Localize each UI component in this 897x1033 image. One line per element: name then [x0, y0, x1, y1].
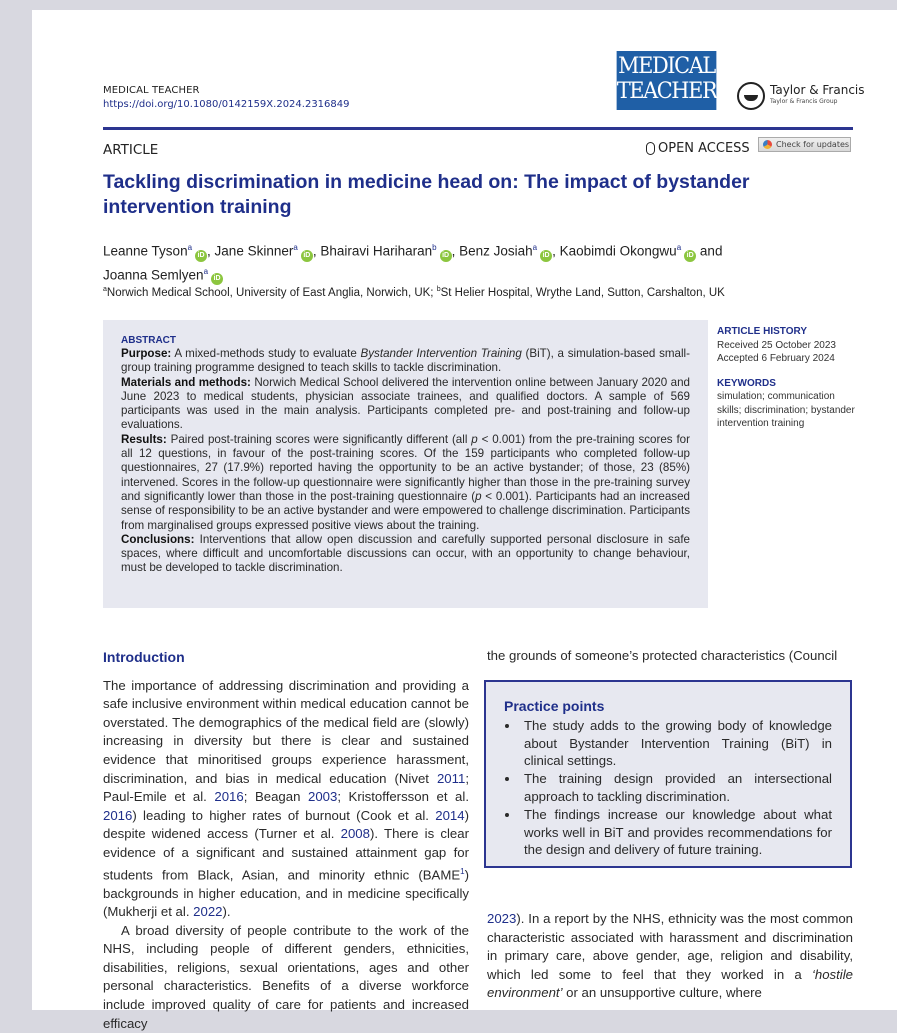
- orcid-icon[interactable]: iD: [440, 250, 452, 262]
- practice-points-box: [484, 680, 852, 868]
- publisher-group: Taylor & Francis Group: [770, 98, 838, 105]
- author-joiner: and: [699, 243, 723, 259]
- author-name: Benz Josiah: [459, 243, 533, 259]
- citation-link[interactable]: 2008: [340, 826, 370, 842]
- author-name: Leanne Tyson: [103, 243, 188, 259]
- practice-points-title: Practice points: [504, 698, 605, 714]
- results-text: Paired post-training scores were significantly different (all: [170, 432, 472, 446]
- history-heading: ARTICLE HISTORY: [717, 326, 808, 337]
- citation-link[interactable]: 2011: [436, 770, 466, 786]
- journal-name: MEDICAL TEACHER: [103, 85, 200, 96]
- author-name: Jane Skinner: [214, 243, 294, 259]
- body-text: ; Beagan: [243, 789, 308, 805]
- keywords-list: simulation; communication skills; discrimination; bystander intervention training: [717, 391, 855, 429]
- article-type: ARTICLE: [103, 142, 159, 158]
- affil-mark: a: [203, 266, 209, 276]
- affil-mark: a: [676, 243, 682, 252]
- keywords-heading: KEYWORDS: [717, 377, 776, 389]
- body-text: ) backgrounds in higher education, and in medicine specifically (Mukherji et al.: [103, 866, 469, 920]
- p-symbol: p: [471, 432, 478, 446]
- orcid-icon[interactable]: iD: [301, 250, 313, 262]
- pdf-page: [32, 10, 897, 1031]
- affil-mark: a: [293, 243, 298, 252]
- check-for-updates-label: Check for updates: [776, 140, 850, 149]
- right-paragraph: [487, 910, 853, 1003]
- methods-text: Norwich Medical School delivered the intervention online between January 2020 and June 2023 to medical students, physician associate trainees, and qualified doctors. A sample of 569 participants was used in the main analysis. Participants completed pre- and post-training and follow-up evaluations.: [121, 375, 690, 432]
- body-text: ). There is clear evidence of a significant and sustained attainment gap for students from Black, Asian, and minority ethnic (BAME: [103, 826, 469, 882]
- citation-link[interactable]: 2016: [103, 807, 133, 823]
- practice-point: • The training design provided an intersectional approach to tackling discrimination.: [520, 770, 832, 806]
- right-column-body: [487, 910, 853, 1003]
- intro-paragraph-2: A broad diversity of people contribute to the work of the NHS, including people of different genders, ethnicities, disabilities, religions, sexual orientations, ages and other personal characteristics. Benefits of a diverse workforce include improved quality of care for patients and increased efficacy: [103, 922, 469, 1031]
- abstract-purpose: [121, 347, 690, 376]
- affil-mark: b: [432, 243, 437, 252]
- conclusions-text: Interventions that allow open discussion and carefully supported personal disclosure in safe spaces, where difficult and uncomfortable discussions can occur, with an opportunity to change behaviour, must be developed to tackle discrimination.: [121, 532, 690, 575]
- body-text: or an unsupportive culture, where: [562, 985, 762, 1001]
- body-text: The importance of addressing discrimination and providing a safe inclusive environment within medical education cannot be overstated. The demographics of the medical field are (slowly) increasing in diversity but there is clear and sustained evidence that minoritised groups experience harassment, discrimination, and bias in medical education (Nivet: [103, 677, 469, 786]
- abstract-conclusions: [121, 533, 690, 576]
- publisher-name: Taylor & Francis: [770, 83, 865, 97]
- journal-logo-line2: TEACHER: [616, 79, 717, 104]
- methods-label: Materials and methods:: [121, 375, 251, 389]
- practice-point: • The study adds to the growing body of knowledge about Bystander Intervention Training (BiT) in clinical settings.: [520, 717, 832, 770]
- practice-points-list: [504, 717, 832, 859]
- abstract-heading: ABSTRACT: [121, 335, 176, 346]
- body-text: ) leading to higher rates of burnout (Cook et al.: [132, 807, 436, 823]
- citation-link[interactable]: 2014: [435, 807, 465, 823]
- results-label: Results:: [121, 432, 167, 446]
- author-list: Leanne Tyson$^a$iD , Jane Skinner$^a$iD , Bhairavi Hariharan$^b$iD , Benz Josiah$^a$iD , Kaobimdi Okongwu$^a$iD and Joanna Semlyen$^a$iD: [103, 238, 823, 285]
- keywords: [717, 377, 857, 431]
- orcid-icon[interactable]: iD: [211, 273, 223, 285]
- purpose-label: Purpose:: [121, 347, 172, 360]
- citation-link[interactable]: 2022: [193, 904, 223, 920]
- citation-link[interactable]: 2023: [487, 911, 517, 926]
- p-symbol: p: [475, 489, 482, 503]
- publisher-lamp-icon: [737, 82, 765, 110]
- abstract-results: [121, 433, 690, 533]
- citation-link[interactable]: 2016: [214, 789, 244, 805]
- purpose-text: A mixed-methods study to evaluate: [174, 347, 361, 360]
- author-name: Joanna Semlyen: [103, 267, 204, 282]
- affil-mark: b: [436, 286, 441, 293]
- article-sidebar: [717, 325, 857, 442]
- affiliation-b: St Helier Hospital, Wrythe Land, Sutton, Carshalton, UK: [440, 286, 725, 299]
- abstract-methods: [121, 376, 690, 433]
- footnote-link[interactable]: 1: [460, 866, 465, 876]
- abstract-panel: [103, 320, 708, 608]
- body-text: ; Kristoffersson et al.: [337, 789, 469, 805]
- affil-mark: a: [103, 286, 107, 293]
- author-name: Kaobimdi Okongwu: [559, 243, 677, 259]
- accepted-date: Accepted 6 February 2024: [717, 353, 835, 364]
- citation-link[interactable]: 2003: [307, 789, 338, 805]
- body-italic: ‘hostile environment’: [487, 966, 853, 1001]
- affil-mark: a: [187, 243, 193, 252]
- check-for-updates-button[interactable]: [758, 137, 851, 152]
- journal-logo: [617, 51, 717, 110]
- header-rule: [103, 127, 853, 130]
- results-text: < 0.001) from the pre-training scores for all 12 questions, in favour of the post-training scores. Of the 159 participants who completed follow-up questionnaires, 27 (17.9%) reported having the opportunity to be an active bystander; of those, 23 (85%) intervened. Scores in the follow-up questionnaire were significantly higher than those in the pre-training survey and significantly lower than those in the post-training questionnaire (: [121, 432, 690, 503]
- article-history: [717, 325, 857, 366]
- orcid-icon[interactable]: iD: [195, 250, 207, 262]
- body-text: ; Paul-Emile et al.: [103, 770, 469, 805]
- body-text: ). In a report by the NHS, ethnicity was the most common characteristic associated with harassment and discrimination in primary care, above gender, age, religion and disability, which led some to feel that they worked in a: [487, 911, 853, 982]
- received-date: Received 25 October 2023: [717, 339, 836, 351]
- article-title: Tackling discrimination in medicine head on: The impact of bystander intervention training: [103, 171, 750, 218]
- right-column-top-line: the grounds of someone’s protected characteristics (Council: [487, 648, 838, 663]
- open-access-badge: [646, 141, 750, 156]
- open-lock-icon: [646, 142, 655, 155]
- purpose-italic: Bystander Intervention Training: [360, 347, 522, 360]
- purpose-text-end: (BiT), a simulation-based small-group training programme designed to teach skills to tackle discrimination.: [121, 347, 690, 375]
- introduction-heading: Introduction: [103, 649, 185, 665]
- conclusions-label: Conclusions:: [121, 532, 195, 546]
- doi-link[interactable]: https://doi.org/10.1080/0142159X.2024.2316849: [103, 99, 350, 110]
- body-text: ) despite widened access (Turner et al.: [103, 807, 469, 842]
- left-column: [103, 648, 469, 1033]
- author-name: Bhairavi Hariharan: [320, 243, 433, 259]
- affiliation-a: Norwich Medical School, University of East Anglia, Norwich, UK;: [106, 286, 434, 299]
- open-access-label: OPEN ACCESS: [658, 141, 750, 156]
- practice-point: • The findings increase our knowledge about what works well in BiT and provides recommendations for the design and delivery of future training.: [520, 806, 832, 859]
- affiliations: [103, 286, 843, 299]
- results-text: < 0.001). Participants had an increased sense of responsibility to be an active bystander and were empowered to challenge discrimination. Participants from marginalised groups expressed positive views about the training.: [121, 489, 691, 532]
- orcid-icon[interactable]: iD: [684, 250, 696, 262]
- body-text: ).: [222, 904, 231, 920]
- crossmark-icon: [763, 140, 772, 149]
- affil-mark: a: [532, 243, 538, 252]
- orcid-icon[interactable]: iD: [540, 250, 552, 262]
- journal-logo-line1: MEDICAL: [618, 54, 715, 79]
- intro-paragraph-1: [103, 677, 469, 922]
